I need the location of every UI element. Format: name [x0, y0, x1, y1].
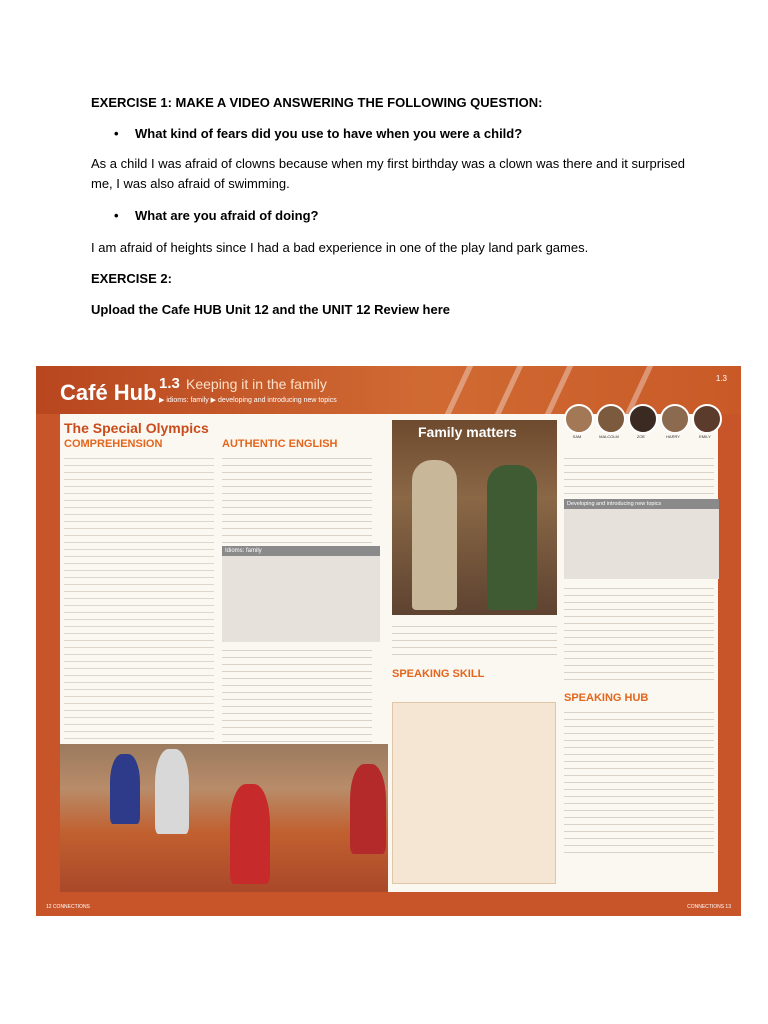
- character-chip: [596, 404, 626, 434]
- speaking-hub-heading: SPEAKING HUB: [564, 692, 649, 704]
- text-block: [564, 454, 714, 494]
- track-stripe: [445, 366, 473, 414]
- left-page-title: The Special Olympics: [64, 420, 209, 436]
- topics-box-body: [564, 509, 719, 579]
- lesson-number: 1.3: [159, 375, 180, 392]
- answer-2: I am afraid of heights since I had a bad experience in one of the play land park games.: [91, 240, 589, 255]
- character-label: SAM: [572, 434, 582, 439]
- character-label: HARRY: [666, 434, 680, 439]
- text-block: [564, 708, 714, 858]
- right-page: [388, 414, 718, 892]
- answer-1: As a child I was afraid of clowns because when my first birthday was a clown was there and it surprised me, I was also afraid of swimming.: [91, 156, 685, 191]
- character-label: ZOE: [636, 434, 646, 439]
- authentic-english-heading: AUTHENTIC ENGLISH: [222, 438, 338, 450]
- lesson-title: Keeping it in the family: [186, 376, 327, 392]
- bullet-icon: •: [114, 208, 119, 223]
- runner-figure: [110, 754, 140, 824]
- person-figure: [412, 460, 457, 610]
- runners-photo: [60, 744, 388, 892]
- runner-figure: [350, 764, 386, 854]
- speaking-skill-heading: SPEAKING SKILL: [392, 668, 485, 680]
- text-block: [564, 584, 714, 684]
- person-figure: [487, 465, 537, 610]
- character-chip: [564, 404, 594, 434]
- left-page: [60, 414, 388, 892]
- unit-tag: 1.3: [715, 374, 727, 383]
- character-label: MALCOLM: [599, 434, 619, 439]
- character-chip: [628, 404, 658, 434]
- text-block: [392, 622, 557, 660]
- exercise-2-heading: EXERCISE 2:: [91, 271, 172, 286]
- footer-right: CONNECTIONS 13: [687, 904, 731, 910]
- question-2: [114, 208, 318, 223]
- question-1-text: What kind of fears did you use to have when you were a child?: [135, 126, 523, 141]
- idioms-box: Idioms: family: [222, 546, 380, 556]
- runner-figure: [155, 749, 189, 834]
- exercise-2-instruction: Upload the Cafe HUB Unit 12 and the UNIT 12 Review here: [91, 302, 451, 317]
- textbook-spread-image: [36, 366, 741, 916]
- footer-left: 12 CONNECTIONS: [46, 904, 90, 910]
- question-2-text: What are you afraid of doing?: [135, 208, 319, 223]
- character-chip: [692, 404, 722, 434]
- dialogue-box: [392, 702, 556, 884]
- topics-box-header: Developing and introducing new topics: [564, 499, 719, 509]
- question-1: [114, 126, 522, 141]
- track-stripe: [495, 366, 523, 414]
- right-page-title: Family matters: [418, 424, 517, 440]
- text-block: [222, 454, 372, 544]
- idioms-box-body: [222, 556, 380, 642]
- comprehension-heading: COMPREHENSION: [64, 438, 163, 450]
- exercise-1-heading: EXERCISE 1: MAKE A VIDEO ANSWERING THE FOLLOWING QUESTION:: [91, 95, 543, 110]
- cafe-hub-logo: Café Hub: [60, 380, 157, 405]
- text-block: [64, 454, 214, 754]
- runner-figure: [230, 784, 270, 884]
- family-matters-photo: [392, 420, 557, 615]
- bullet-icon: •: [114, 126, 119, 141]
- character-chip: [660, 404, 690, 434]
- lesson-subtitle: ▶ idioms: family ▶ developing and introducing new topics: [159, 397, 337, 404]
- character-label: EMILY: [699, 434, 711, 439]
